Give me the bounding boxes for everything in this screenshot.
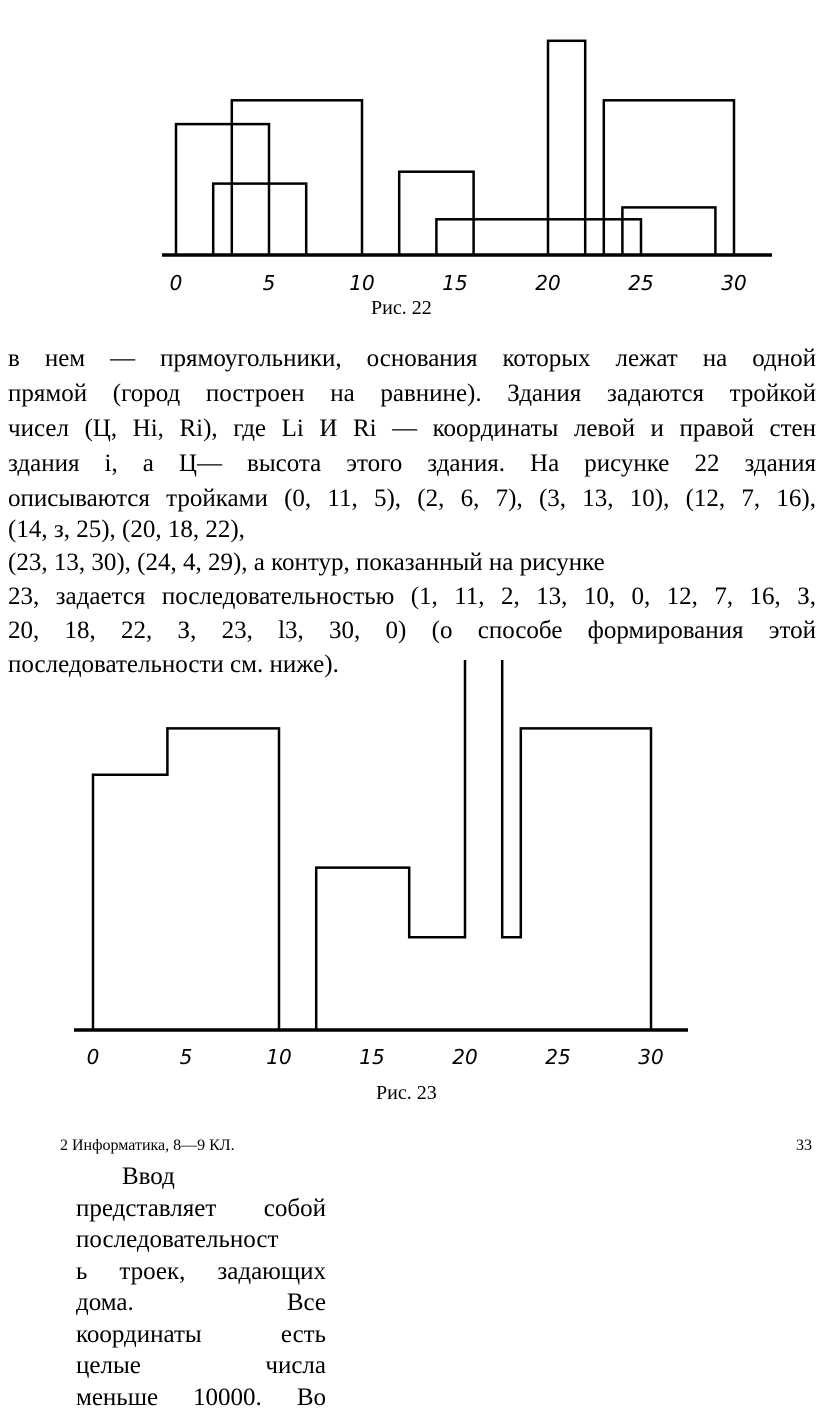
text-line: описываются тройками (0, 11, 5), (2, 6, 7), (3, 13, 10), (12, 7, 16), bbox=[8, 485, 816, 512]
tick-label: 20 bbox=[535, 271, 561, 295]
input-description bbox=[76, 1161, 326, 1413]
text-line: последовательности см. ниже). bbox=[8, 651, 339, 678]
x-axis-ticks bbox=[87, 1045, 664, 1069]
text-line: меньше 10000. Во bbox=[76, 1383, 326, 1411]
tick-label: 5 bbox=[179, 1045, 193, 1069]
tick-label: 15 bbox=[359, 1045, 385, 1069]
tick-label: 20 bbox=[452, 1045, 478, 1069]
text-line: представляет собой bbox=[76, 1194, 326, 1222]
text-line: дома. Все bbox=[76, 1289, 326, 1316]
text-line: (23, 13, 30), (24, 4, 29), а контур, показанный на рисунке bbox=[8, 549, 605, 576]
skyline-contour bbox=[93, 660, 651, 1030]
text-line: 20, 18, 22, З, 23, l3, 30, 0) (о способе формирования этой bbox=[8, 617, 816, 644]
tick-label: 25 bbox=[545, 1045, 571, 1069]
building-2 bbox=[213, 184, 306, 255]
text-line: координаты есть bbox=[76, 1320, 326, 1348]
tick-label: 10 bbox=[266, 1045, 292, 1069]
building-5 bbox=[436, 219, 641, 255]
figure-22-diagram bbox=[0, 0, 816, 300]
text-line: чисел (Ц, Hi, Ri), где Li И Ri — координаты левой и правой стен bbox=[8, 415, 816, 442]
tick-label: 10 bbox=[349, 271, 375, 295]
building-1 bbox=[176, 124, 269, 255]
text-line: здания i, а Ц— высота этого здания. На рисунке 22 здания bbox=[8, 450, 816, 477]
tick-label: 30 bbox=[721, 271, 747, 295]
text-line: Ввод bbox=[122, 1163, 175, 1190]
tick-label: 15 bbox=[442, 271, 468, 295]
text-line: прямой (город построен на равнине). Здания задаются тройкой bbox=[8, 380, 816, 407]
text-line: (14, з, 25), (20, 18, 22), bbox=[8, 516, 245, 543]
text-line: в нем — прямоугольники, основания которых лежат на одной bbox=[8, 345, 816, 372]
tick-label: 0 bbox=[169, 271, 183, 295]
text-line: последовательност bbox=[76, 1226, 279, 1253]
figure-23-caption: Рис. 23 bbox=[376, 1082, 437, 1104]
building-8 bbox=[622, 207, 715, 255]
tick-label: 30 bbox=[638, 1045, 664, 1069]
building-6 bbox=[548, 41, 585, 255]
figure-23-diagram bbox=[0, 660, 816, 1080]
x-axis-ticks bbox=[170, 271, 747, 295]
page-number: 33 bbox=[796, 1137, 812, 1154]
text-line: целые числа bbox=[76, 1352, 326, 1379]
text-line: ь троек, задающих bbox=[76, 1257, 326, 1285]
text-line: 23, задается последовательностью (1, 11, 2, 13, 10, 0, 12, 7, 16, З, bbox=[8, 583, 816, 610]
building-rectangles bbox=[176, 41, 734, 255]
figure-22-caption: Рис. 22 bbox=[371, 297, 432, 319]
tick-label: 0 bbox=[86, 1045, 100, 1069]
tick-label: 25 bbox=[628, 271, 654, 295]
tick-label: 5 bbox=[262, 271, 276, 295]
page-footer-title: 2 Информатика, 8—9 КЛ. bbox=[60, 1137, 235, 1154]
